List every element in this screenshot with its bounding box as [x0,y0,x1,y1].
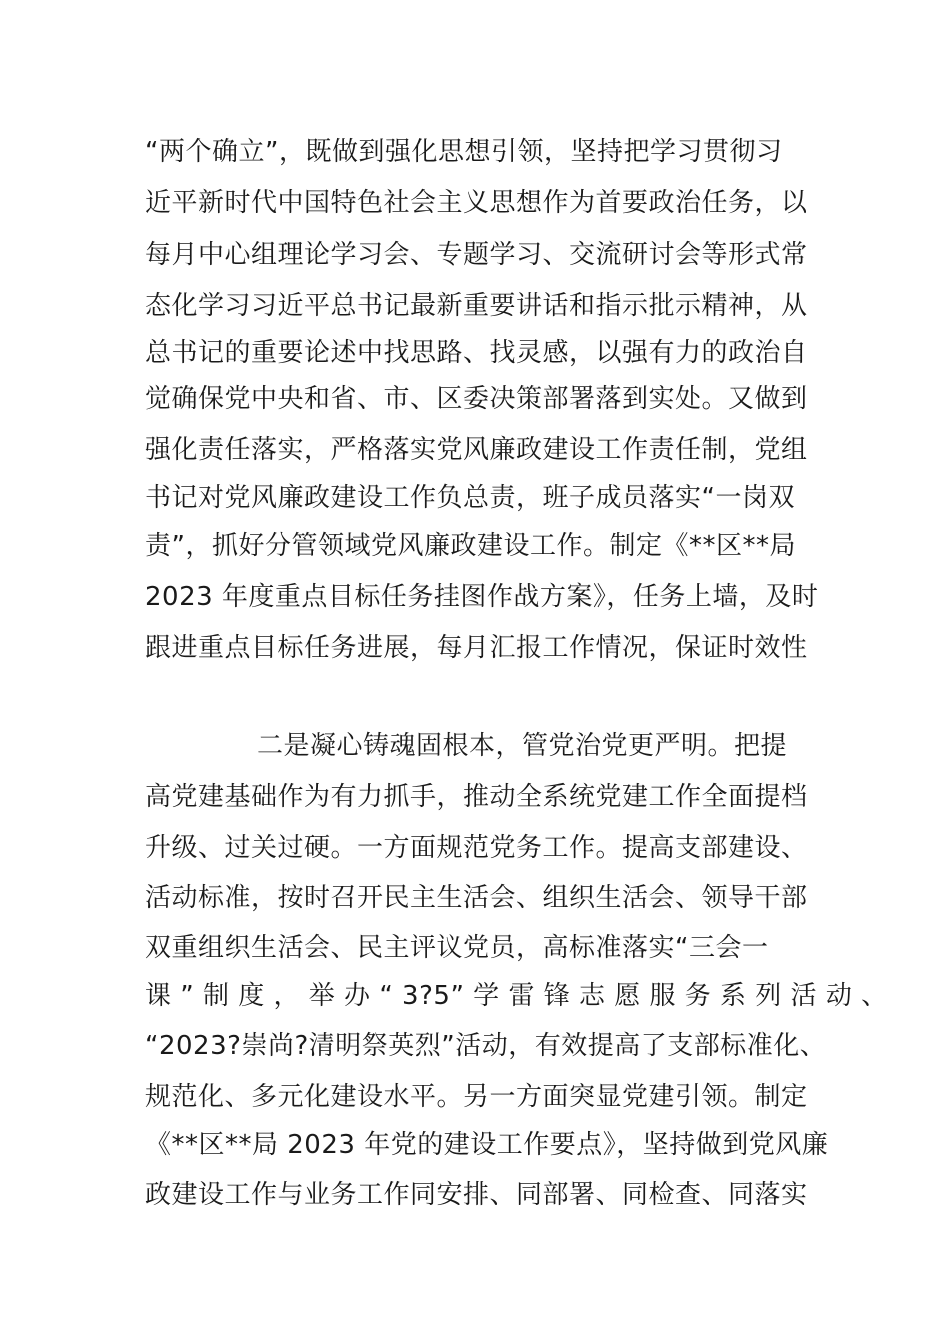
paragraph-line: 态化学习习近平总书记最新重要讲话和指示批示精神，从 [145,291,808,321]
paragraph-line: 强化责任落实，严格落实党风廉政建设工作责任制，党组 [145,435,808,465]
paragraph-line: 活动标准，按时召开民主生活会、组织生活会、领导干部 [145,883,808,913]
paragraph-line: 双重组织生活会、民主评议党员，高标准落实“三会一 [145,933,769,963]
paragraph-line: 责”，抓好分管领域党风廉政建设工作。制定《**区**局 [145,531,796,561]
paragraph-line: 课 ” 制 度 ， 举 办 “ 3?5” 学 雷 锋 志 愿 服 务 系 列 活 动 、 [145,981,888,1011]
paragraph-line: 2023 年度重点目标任务挂图作战方案》，任务上墙，及时 [145,582,819,612]
paragraph-line: 总书记的重要论述中找思路、找灵感，以强有力的政治自 [145,338,808,368]
paragraph-line: 觉确保党中央和省、市、区委决策部署落到实处。又做到 [145,384,808,414]
paragraph-first-line: 二是凝心铸魂固根本，管党治党更严明。把提 [257,731,788,761]
paragraph-line: 高党建基础作为有力抓手，推动全系统党建工作全面提档 [145,782,808,812]
paragraph-line: 每月中心组理论学习会、专题学习、交流研讨会等形式常 [145,240,808,270]
paragraph-line: 书记对党风廉政建设工作负总责，班子成员落实“一岗双 [145,483,795,513]
paragraph-line: 规范化、多元化建设水平。另一方面突显党建引领。制定 [145,1082,808,1112]
paragraph-line: 政建设工作与业务工作同安排、同部署、同检查、同落实 [145,1180,808,1210]
paragraph-line: 升级、过关过硬。一方面规范党务工作。提高支部建设、 [145,833,808,863]
paragraph-line: “两个确立”，既做到强化思想引领，坚持把学习贯彻习 [145,137,783,167]
paragraph-line: 《**区**局 2023 年党的建设工作要点》，坚持做到党风廉 [145,1130,829,1160]
paragraph-line: 近平新时代中国特色社会主义思想作为首要政治任务，以 [145,188,808,218]
paragraph-line: 跟进重点目标任务进展，每月汇报工作情况，保证时效性 [145,633,808,663]
paragraph-line: “2023?崇尚?清明祭英烈”活动，有效提高了支部标准化、 [145,1031,827,1061]
